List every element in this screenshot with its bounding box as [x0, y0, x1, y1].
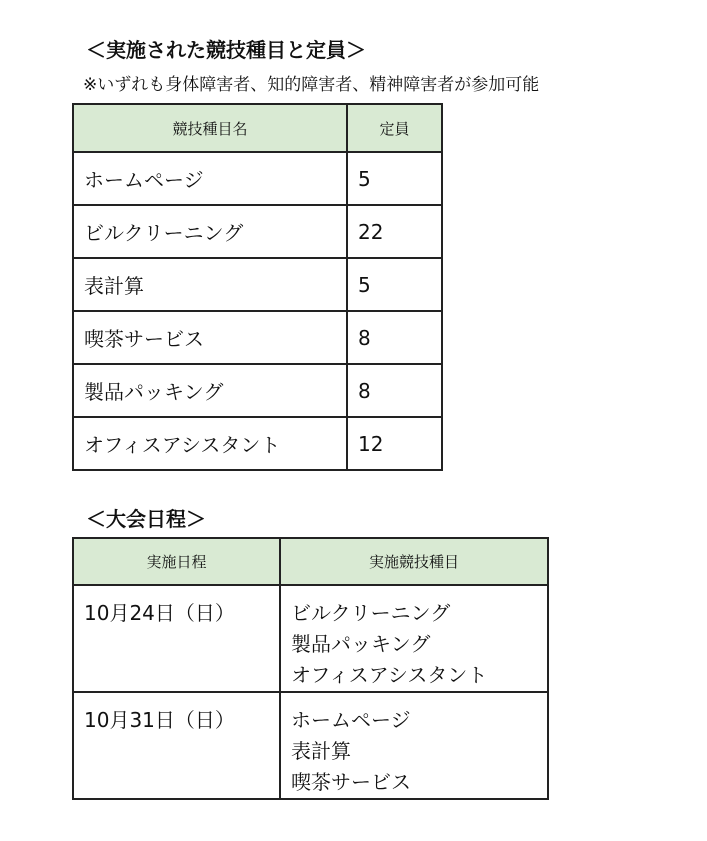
capacity-cell: 22: [347, 205, 442, 258]
event-line: 表計算: [291, 739, 351, 763]
event-line: ビルクリーニング: [291, 601, 451, 625]
capacity-cell: 8: [347, 311, 442, 364]
date-column-header: 実施日程: [73, 538, 280, 585]
event-name-cell: ホームページ: [73, 152, 347, 205]
schedule-table-header-row: [73, 538, 548, 585]
table-row: [73, 258, 442, 311]
events-cell: [280, 585, 548, 692]
event-line: 製品パッキング: [291, 632, 431, 656]
event-name-cell: 表計算: [73, 258, 347, 311]
table-row: [73, 205, 442, 258]
events-table-header-row: [73, 104, 442, 152]
events-column-header: 実施競技種目: [280, 538, 548, 585]
capacity-cell: 12: [347, 417, 442, 470]
capacity-cell: 5: [347, 152, 442, 205]
event-line: オフィスアシスタント: [291, 663, 488, 687]
event-name-cell: オフィスアシスタント: [73, 417, 347, 470]
events-section-title: ＜実施された競技種目と定員＞: [86, 38, 366, 62]
table-row: [73, 152, 442, 205]
capacity-cell: 5: [347, 258, 442, 311]
events-eligibility-note: ※いずれも身体障害者、知的障害者、精神障害者が参加可能: [83, 75, 540, 95]
table-row: [73, 364, 442, 417]
event-name-cell: ビルクリーニング: [73, 205, 347, 258]
event-line: ホームページ: [291, 708, 411, 732]
capacity-column-header: 定員: [347, 104, 442, 152]
event-name-cell: 喫茶サービス: [73, 311, 347, 364]
table-row: [73, 417, 442, 470]
date-cell: 10月24日（日）: [73, 585, 280, 692]
date-cell: 10月31日（日）: [73, 692, 280, 799]
event-name-column-header: 競技種目名: [73, 104, 347, 152]
table-row: [73, 692, 548, 799]
capacity-cell: 8: [347, 364, 442, 417]
schedule-section-title: ＜大会日程＞: [86, 507, 206, 531]
event-name-cell: 製品パッキング: [73, 364, 347, 417]
table-row: [73, 311, 442, 364]
events-table: [72, 103, 443, 471]
events-cell: [280, 692, 548, 799]
event-line: 喫茶サービス: [291, 770, 411, 794]
table-row: [73, 585, 548, 692]
schedule-table: [72, 537, 549, 800]
